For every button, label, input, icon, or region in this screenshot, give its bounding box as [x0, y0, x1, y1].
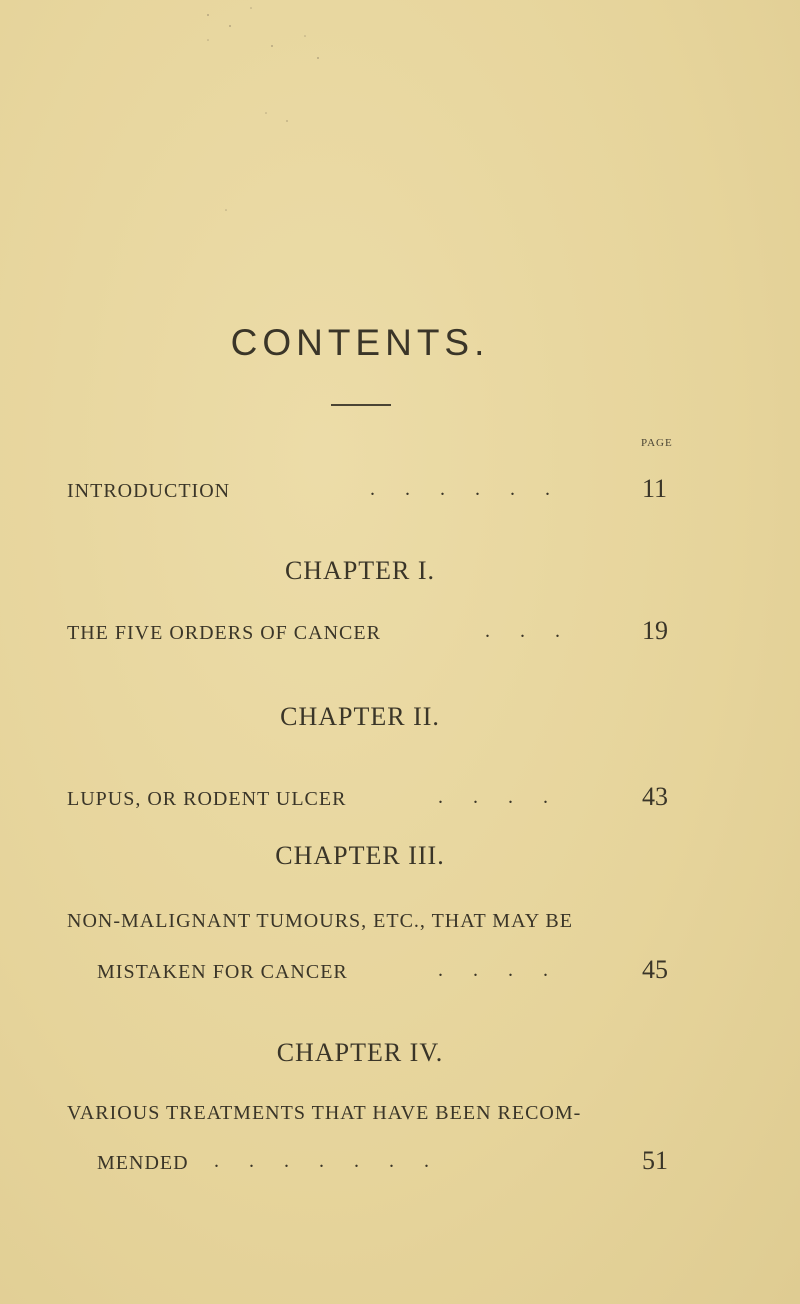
chapter-heading: CHAPTER IV.: [276, 1038, 444, 1067]
page-number: 11: [642, 474, 668, 503]
toc-entry-introduction[interactable]: [0, 474, 800, 510]
leader-dots: . . . .: [438, 786, 548, 808]
toc-entry-chapter-1[interactable]: [0, 616, 800, 652]
entry-title-continued: MISTAKEN FOR CANCER: [97, 961, 348, 983]
leader-dots: . . . . . .: [370, 478, 550, 500]
leader-dots: . . .: [485, 620, 560, 642]
title-rule: [331, 404, 391, 406]
toc-entry-chapter-2[interactable]: [0, 782, 800, 818]
entry-title: LUPUS, OR RODENT ULCER: [67, 788, 347, 810]
entry-title: NON-MALIGNANT TUMOURS, ETC., THAT MAY BE: [67, 910, 573, 932]
page-number: 45: [642, 955, 668, 984]
entry-title-continued: MENDED: [97, 1152, 189, 1174]
page-column-heading: PAGE: [641, 437, 673, 449]
toc-entry-chapter-3[interactable]: [0, 904, 800, 940]
toc-entry-chapter-4[interactable]: [0, 1096, 800, 1132]
leader-dots: . . . . . . .: [214, 1150, 429, 1172]
leader-dots: . . . .: [438, 959, 548, 981]
entry-title: INTRODUCTION: [67, 480, 231, 502]
chapter-heading: CHAPTER II.: [280, 702, 440, 731]
chapter-heading: CHAPTER I.: [284, 556, 436, 585]
page-number: 51: [642, 1146, 668, 1175]
toc-entry-chapter-3-continued[interactable]: [0, 955, 800, 991]
page-title: CONTENTS.: [230, 322, 490, 363]
entry-title: THE FIVE ORDERS OF CANCER: [67, 622, 381, 644]
chapter-heading: CHAPTER III.: [275, 841, 445, 870]
page-number: 19: [642, 616, 668, 645]
toc-entry-chapter-4-continued[interactable]: [0, 1146, 800, 1182]
page-number: 43: [642, 782, 668, 811]
entry-title: VARIOUS TREATMENTS THAT HAVE BEEN RECOM-: [67, 1102, 582, 1124]
